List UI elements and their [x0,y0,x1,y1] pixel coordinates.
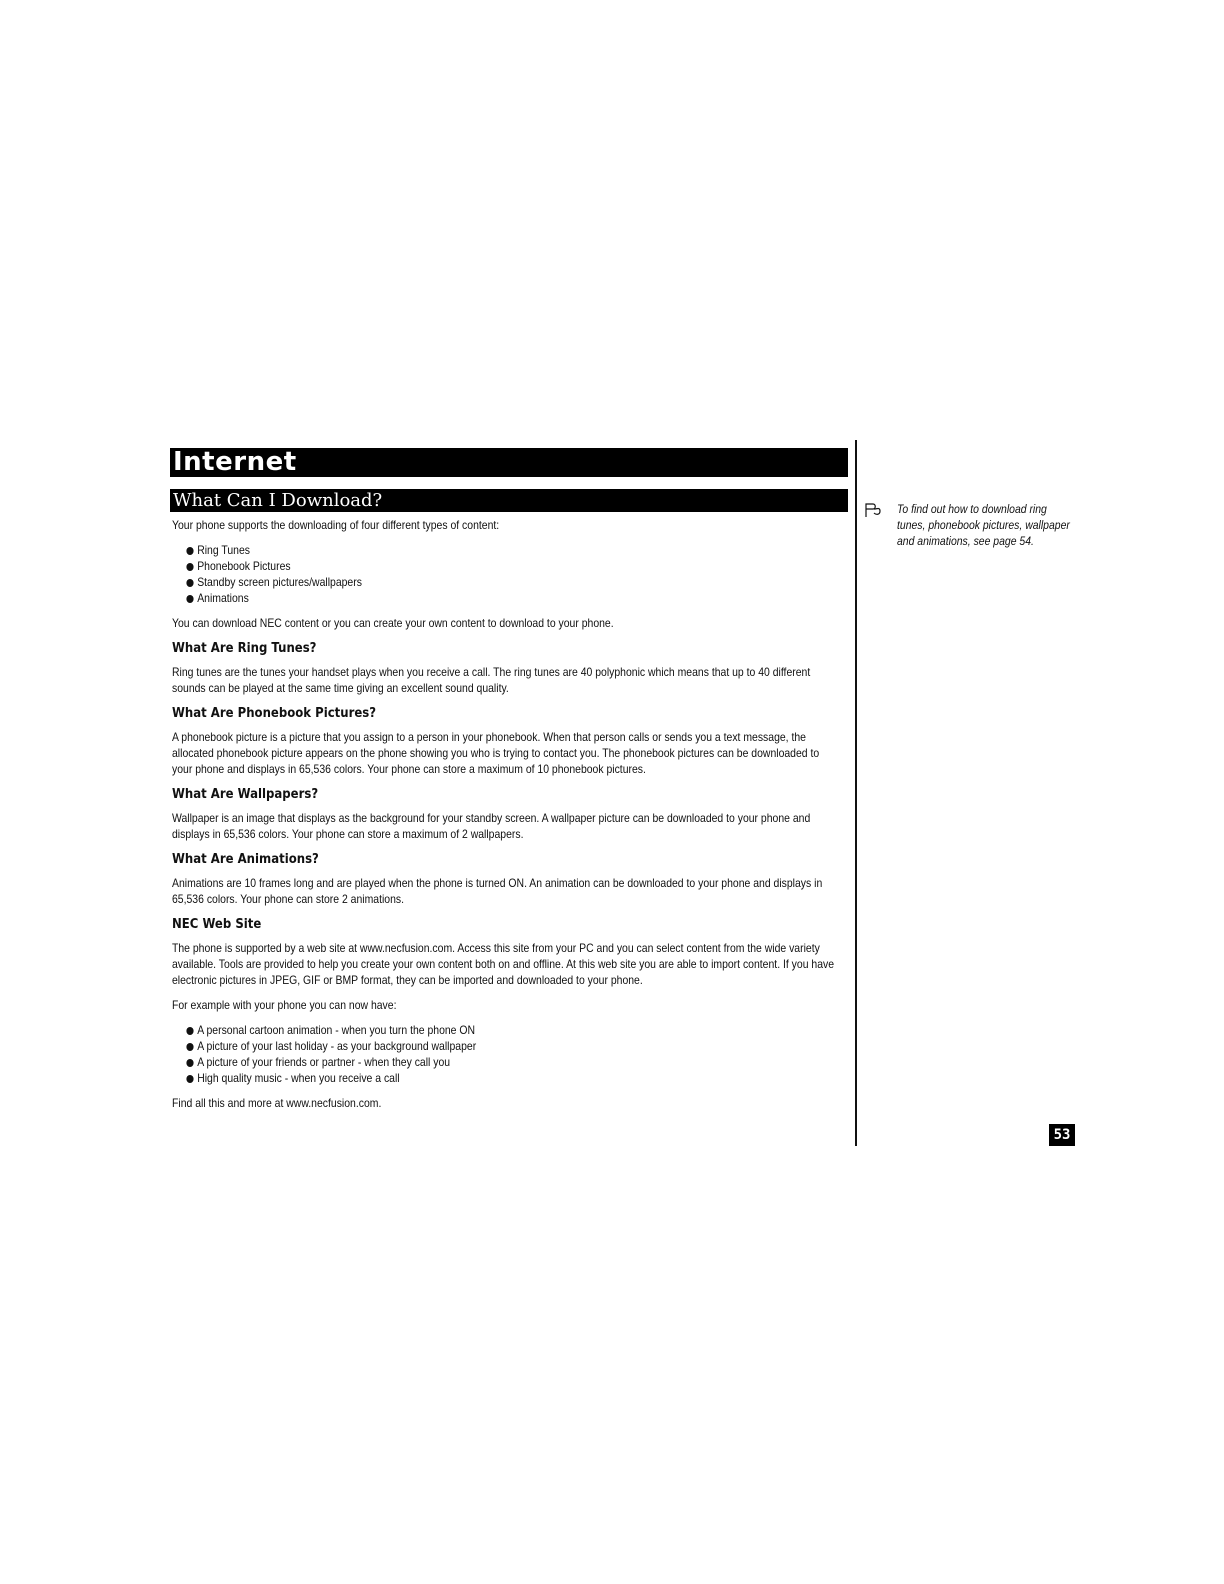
closing-paragraph: Find all this and more at www.necfusion.com. [172,1097,382,1110]
list-item: Animations [186,591,841,607]
animations-body: Animations are 10 frames long and are played when the phone is turned ON. An animation can be downloaded to your phone and displays in 65,536 colors. Your phone can store 2 animations. [172,877,823,906]
main-content [172,518,842,1121]
list-item: A personal cartoon animation - when you turn the phone ON [186,1023,841,1039]
example-intro: For example with your phone you can now have: [172,999,397,1012]
list-item: High quality music - when you receive a call [186,1071,841,1087]
wallpapers-body: Wallpaper is an image that displays as the background for your standby screen. A wallpaper picture can be downloaded to your phone and displays in 65,536 colors. Your phone can store a maximum of 2 wallpapers. [172,812,811,841]
nec-web-site-body: The phone is supported by a web site at www.necfusion.com. Access this site from your PC and you can select content from the wide variety available. Tools are provided to help you create your own content both on and offline. At this web site you are able to import content. If you have electronic pictures in JPEG, GIF or BMP format, they can be imported and downloaded to your phone. [172,942,835,987]
phonebook-pictures-heading: What Are Phonebook Pictures? [172,706,377,721]
note-icon [864,502,882,518]
animations-heading: What Are Animations? [172,852,319,867]
content-types-list [172,543,842,607]
section-title: Internet [170,448,848,477]
sidenote-text: To find out how to download ring tunes, phonebook pictures, wallpaper and animations, see page 54. [897,503,1070,548]
list-item: Standby screen pictures/wallpapers [186,575,841,591]
subsection-title: What Can I Download? [170,489,848,512]
ring-tunes-body: Ring tunes are the tunes your handset plays when you receive a call. The ring tunes are 40 polyphonic which means that up to 40 different sounds can be played at the same time giving an excellent sound quality. [172,666,811,695]
list-item: A picture of your friends or partner - when they call you [186,1055,841,1071]
examples-list [172,1023,842,1087]
list-item: Ring Tunes [186,543,841,559]
list-item: Phonebook Pictures [186,559,841,575]
nec-web-site-heading: NEC Web Site [172,917,262,932]
phonebook-pictures-body: A phonebook picture is a picture that you assign to a person in your phonebook. When that person calls or sends you a text message, the allocated phonebook picture appears on the phone showing you who is trying to contact you. The phonebook pictures can be downloaded to your phone and displays in 65,536 colors. Your phone can store a maximum of 10 phonebook pictures. [172,731,820,776]
intro-paragraph: Your phone supports the downloading of four different types of content: [172,519,500,532]
page-number: 53 [1049,1124,1075,1146]
nec-or-own-paragraph: You can download NEC content or you can create your own content to download to your phone. [172,617,614,630]
list-item: A picture of your last holiday - as your background wallpaper [186,1039,841,1055]
column-divider [855,440,857,1146]
wallpapers-heading: What Are Wallpapers? [172,787,319,802]
ring-tunes-heading: What Are Ring Tunes? [172,641,317,656]
